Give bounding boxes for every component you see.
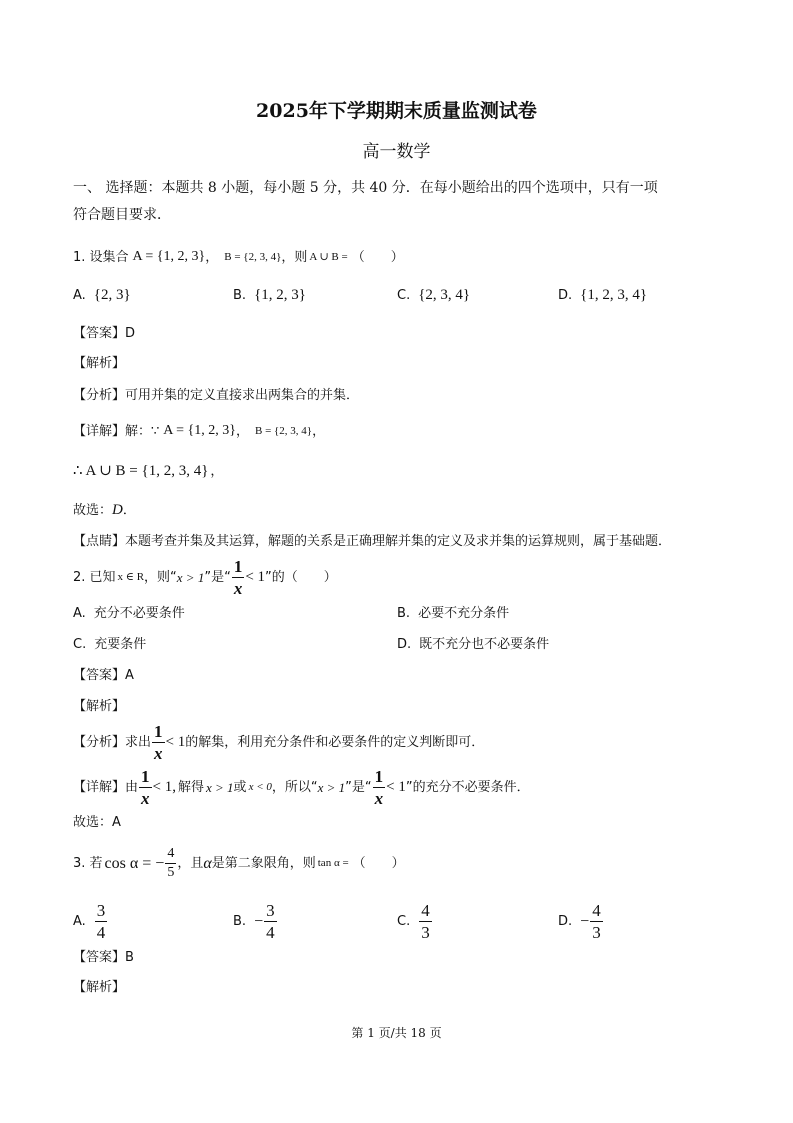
q3-stem-prefix: 3. 若 bbox=[73, 856, 103, 871]
q1-xiangjie-end: ， bbox=[312, 423, 326, 439]
q1-option-d-label: D. bbox=[558, 288, 573, 303]
q3-option-b-label: B. bbox=[233, 914, 247, 929]
q2-option-a-label: A. bbox=[73, 606, 86, 621]
q2-xj-numerator: 1 bbox=[141, 767, 150, 786]
q2-stem-b: ，则“ bbox=[144, 570, 177, 585]
q1-option-d bbox=[558, 288, 647, 303]
q3-analysis-heading: 【解析】 bbox=[73, 980, 126, 995]
q2-fenxi-tail: < 1 bbox=[165, 734, 186, 750]
q2-xj-solve: 解得 bbox=[177, 780, 204, 795]
section-heading-line-1: 一、 选择题：本题共 8 小题，每小题 5 分，共 40 分．在每小题给出的四个选项中，只有一项 bbox=[73, 180, 658, 196]
q2-xj-root-2: x < 0 bbox=[248, 781, 272, 793]
q2-xj-fraction bbox=[139, 768, 152, 807]
q3-option-d-sign: − bbox=[580, 912, 590, 930]
q1-option-d-value: {1, 2, 3, 4} bbox=[580, 287, 648, 303]
q2-fenxi-numerator: 1 bbox=[154, 722, 163, 741]
q2-choose: 故选：A bbox=[73, 815, 121, 830]
q2-option-c-label: C. bbox=[73, 637, 87, 652]
q2-xj-or: 或 bbox=[233, 780, 247, 795]
q3-option-a-label: A. bbox=[73, 914, 86, 929]
q2-xj-numerator-2: 1 bbox=[374, 767, 384, 786]
q2-fraction-tail: < 1 bbox=[245, 569, 266, 585]
q3-stem-b: ，且 bbox=[177, 856, 204, 871]
q2-p: x > 1 bbox=[176, 570, 205, 585]
q3-option-b-numerator: 3 bbox=[266, 901, 275, 920]
q3-option-d-numerator: 4 bbox=[592, 901, 601, 920]
q2-stem-c: ”是“ bbox=[204, 570, 231, 585]
q2-xj-p: x > 1 bbox=[317, 780, 346, 795]
q3-option-a-numerator: 3 bbox=[96, 901, 106, 920]
q1-choose bbox=[73, 503, 136, 518]
q2-fenxi-prefix: 【分析】求出 bbox=[73, 735, 152, 750]
q3-answer: 【答案】B bbox=[73, 950, 134, 965]
q2-option-b bbox=[397, 607, 509, 620]
page-footer: 第 1 页/共 18 页 bbox=[351, 1026, 442, 1040]
q2-xj-denominator-2: x bbox=[374, 789, 384, 808]
q3-option-a-denominator: 4 bbox=[96, 923, 106, 942]
q1-choose-label: 故选： bbox=[73, 503, 113, 518]
q1-option-b-value: {1, 2, 3} bbox=[254, 287, 306, 303]
q2-xj-denominator: x bbox=[141, 789, 150, 808]
q2-xj-so: ，所以“ bbox=[271, 780, 318, 795]
q2-fraction-denominator: x bbox=[233, 579, 243, 598]
q1-option-a-label: A. bbox=[73, 288, 86, 303]
page-title: 2025年下学期期末质量监测试卷 bbox=[256, 100, 537, 122]
q2-answer: 【答案】A bbox=[73, 668, 134, 683]
q2-fenxi-fraction bbox=[152, 723, 165, 762]
page-subtitle: 高一数学 bbox=[362, 142, 431, 162]
q1-option-c-value: {2, 3, 4} bbox=[418, 287, 471, 303]
question-3-stem bbox=[73, 847, 405, 880]
q1-comma: ， bbox=[205, 249, 219, 265]
q2-stem-d: ”的（ ） bbox=[265, 570, 337, 585]
q3-option-d-denominator: 3 bbox=[592, 923, 601, 942]
q2-fenxi-suffix: 的解集，利用充分条件和必要条件的定义判断即可． bbox=[185, 735, 485, 750]
q1-therefore-end: ， bbox=[210, 464, 224, 479]
q3-option-c-denominator: 3 bbox=[421, 923, 430, 942]
q2-xiangjie bbox=[73, 768, 530, 807]
q3-cos-denominator: 5 bbox=[167, 865, 175, 880]
q3-option-a bbox=[73, 902, 108, 941]
q1-option-c bbox=[397, 288, 470, 303]
q1-option-a-value: {2, 3} bbox=[93, 287, 131, 303]
q1-choose-value: D bbox=[112, 502, 123, 518]
q1-option-b-label: B. bbox=[233, 288, 247, 303]
q2-xj-root-1: x > 1 bbox=[206, 780, 234, 795]
q2-xj-prefix: 【详解】由 bbox=[73, 780, 139, 795]
q3-option-c bbox=[397, 902, 433, 941]
q2-option-a-value: 充分不必要条件 bbox=[93, 606, 185, 621]
q1-stem-prefix: 1. 设集合 bbox=[73, 249, 129, 265]
q2-option-a bbox=[73, 607, 185, 620]
q1-analysis-heading: 【解析】 bbox=[73, 356, 126, 371]
q1-xiangjie-label: 【详解】解：∵ bbox=[73, 423, 160, 439]
q2-analysis-heading: 【解析】 bbox=[73, 699, 126, 714]
q2-fenxi-denominator: x bbox=[154, 744, 163, 763]
question-2-stem bbox=[73, 558, 337, 597]
q1-answer: 【答案】D bbox=[73, 326, 136, 341]
q1-set-b: B = {2, 3, 4} bbox=[224, 250, 282, 263]
q2-option-b-value: 必要不充分条件 bbox=[418, 606, 510, 621]
q2-xj-tail: < 1, bbox=[152, 779, 176, 795]
q1-option-b bbox=[233, 288, 306, 303]
q1-choose-end: ． bbox=[122, 503, 136, 518]
q3-cos: cos α = − bbox=[104, 854, 165, 872]
q1-therefore-expr: ∴ A ∪ B = {1, 2, 3, 4} bbox=[73, 463, 209, 479]
q3-option-c-fraction bbox=[419, 902, 432, 941]
q1-dianjing: 【点睛】本题考查并集及其运算，解题的关系是正确理解并集的定义及求并集的运算规则，属于基础题． bbox=[73, 534, 672, 549]
q3-stem-c: 是第二象限角，则 bbox=[211, 856, 316, 871]
section-heading-line-2: 符合题目要求． bbox=[73, 207, 171, 223]
q2-option-c bbox=[73, 638, 146, 651]
q3-cos-fraction bbox=[165, 847, 176, 880]
q3-answer-paren: （ ） bbox=[352, 856, 405, 871]
q3-option-b-sign: − bbox=[254, 912, 264, 930]
q1-expression: A ∪ B = bbox=[309, 250, 348, 263]
q2-fenxi bbox=[73, 723, 484, 762]
q1-set-a: A = {1, 2, 3} bbox=[132, 249, 206, 264]
q2-option-c-value: 充要条件 bbox=[94, 637, 147, 652]
q1-answer-paren: （ ） bbox=[351, 249, 404, 265]
q3-option-c-label: C. bbox=[397, 914, 411, 929]
q3-option-b bbox=[233, 902, 278, 941]
q3-option-c-numerator: 4 bbox=[421, 901, 430, 920]
q1-fenxi: 【分析】可用并集的定义直接求出两集合的并集． bbox=[73, 388, 360, 403]
q2-xj-conclusion: ”的充分不必要条件． bbox=[405, 780, 530, 795]
q1-xiangjie-set-a: A = {1, 2, 3} bbox=[163, 423, 236, 438]
q1-option-a bbox=[73, 288, 131, 303]
q2-option-b-label: B. bbox=[397, 606, 411, 621]
q3-option-a-fraction bbox=[95, 902, 108, 941]
q2-stem-prefix: 2. 已知 bbox=[73, 570, 116, 585]
q1-xiangjie-set-b: B = {2, 3, 4} bbox=[254, 424, 313, 437]
q2-fraction-numerator: 1 bbox=[233, 557, 243, 576]
q1-xiangjie-sep: ， bbox=[235, 423, 249, 439]
q3-option-d bbox=[558, 902, 604, 941]
q3-option-b-denominator: 4 bbox=[266, 923, 275, 942]
q2-option-d-value: 既不充分也不必要条件 bbox=[419, 637, 550, 652]
q1-xiangjie bbox=[73, 424, 325, 438]
q2-xj-is: ”是“ bbox=[345, 780, 372, 795]
q2-xj-fraction-2 bbox=[373, 768, 386, 807]
q3-cos-numerator: 4 bbox=[165, 847, 176, 864]
q1-therefore bbox=[73, 464, 223, 479]
question-1-stem bbox=[73, 250, 404, 264]
q3-alpha: α bbox=[203, 854, 212, 872]
q2-option-d-label: D. bbox=[397, 637, 412, 652]
q2-xj-tail-2: < 1 bbox=[386, 779, 406, 795]
q1-option-c-label: C. bbox=[397, 288, 411, 303]
q3-tan: tan α = bbox=[317, 857, 349, 869]
q2-fraction bbox=[232, 558, 245, 597]
q3-option-b-fraction bbox=[264, 902, 277, 941]
q1-stem-mid: ，则 bbox=[281, 249, 308, 265]
q2-condition: x ∈ R bbox=[117, 571, 145, 583]
q3-option-d-fraction bbox=[590, 902, 603, 941]
q2-option-d bbox=[397, 638, 549, 651]
q3-option-d-label: D. bbox=[558, 914, 573, 929]
